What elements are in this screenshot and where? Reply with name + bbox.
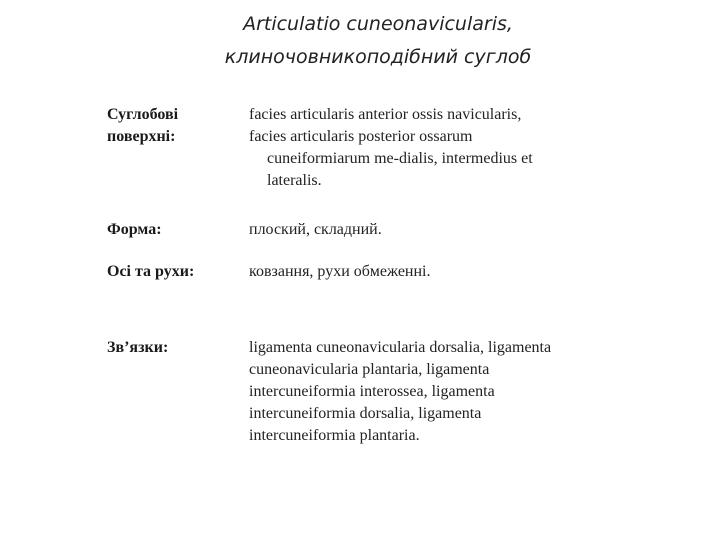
slide-title	[0, 8, 720, 74]
value-line: cuneonavicularia plantaria, ligamenta	[249, 361, 490, 378]
label-line: Осі та рухи:	[107, 263, 195, 280]
value-line: lateralis.	[267, 172, 322, 189]
label-line: Суглобові	[107, 106, 179, 123]
value-line: intercuneiformia interossea, ligamenta	[249, 383, 495, 400]
row-value	[249, 219, 609, 241]
value-line: плоский, складний.	[249, 221, 382, 238]
title-latin: Articulatio cuneonavicularis,	[243, 13, 513, 35]
label-line: поверхні:	[107, 128, 176, 145]
title-ukrainian: клиночовникоподібний суглоб	[224, 46, 532, 68]
value-line: ковзання, рухи обмеженні.	[249, 263, 431, 280]
row-label	[107, 104, 242, 148]
label-line: Форма:	[107, 221, 162, 238]
value-line: ligamenta cuneonavicularia dorsalia, ligamenta	[249, 339, 552, 356]
row-label	[107, 261, 242, 283]
row-value	[249, 104, 609, 192]
row-value	[249, 337, 609, 447]
value-line: intercuneiformia plantaria.	[249, 427, 420, 444]
row-label	[107, 337, 242, 359]
value-line: facies articularis posterior ossarum	[249, 128, 473, 145]
value-line: intercuneiformia dorsalia, ligamenta	[249, 405, 482, 422]
row-label	[107, 219, 242, 241]
value-line: facies articularis anterior ossis navicularis,	[249, 106, 522, 123]
row-value	[249, 261, 609, 283]
value-line: cuneiformiarum me-dialis, intermedius et	[267, 150, 533, 167]
label-line: Зв’язки:	[107, 339, 169, 356]
